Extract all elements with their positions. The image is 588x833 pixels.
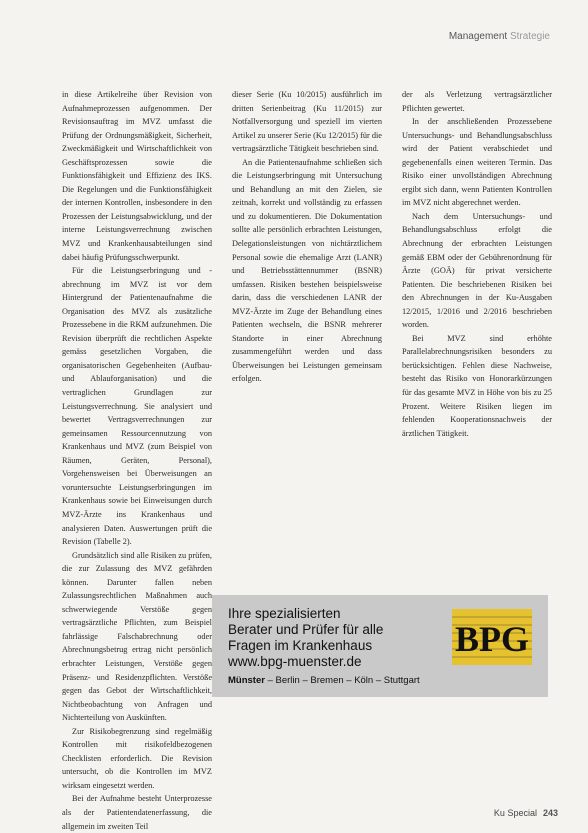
paragraph: Zur Risikobegrenzung sind regelmäßig Kontrollen mit risikofeldbezogenen Checklisten erforderlich. Die Revision untersucht, ob die Kontrollen im MVZ wirksam eingesetzt werden. [62,726,212,790]
text-column-2 [232,88,382,588]
advertisement-banner[interactable] [212,595,548,697]
ad-line-1: Ihre spezialisierten [228,606,341,621]
page-number: 243 [542,808,558,818]
section-label: Management [448,31,508,42]
ad-cities [228,675,420,686]
subsection-label: Strategie [509,31,550,42]
paragraph: in diese Artikelreihe über Revision von Aufnahmeprozessen aufgenommen. Der Revisionsauftrag im MVZ umfasst die Prüfung der Ordnungsmäßigkeit, Sicherheit, Zweckmäßigkeit und Wirtschaftlichkeit von Geschäftsprozessen sowie die Funktionsfähigkeit und Effizienz des IKS. Die Regelungen und die Funktionsfähigkeit der internen Kontrollen, insbesondere in den Prozessen der Leistungsabwicklung, und der interne Leistungsverrechnung zwischen MVZ und Krankenhausabteilungen sind dabei häufig Prüfungsschwerpunkt. [62,90,212,262]
ad-website[interactable]: www.bpg-muenster.de [228,654,362,669]
ad-line-3: Fragen im Krankenhaus [228,638,373,653]
ad-city-list: – Berlin – Bremen – Köln – Stuttgart [264,675,420,686]
magazine-name: Ku [493,808,505,818]
paragraph: In der anschließenden Prozessebene Untersuchungs- und Behandlungsabschluss wird der Patient verabschiedet und gegebenenfalls einen weiteren Termin. Das Risiko einer unvollständigen Abrechnung ergibt sich dann, wenn Patienten Kontrollen im MVZ nicht abgerechnet werden. [402,117,552,208]
paragraph: An die Patientenaufnahme schließen sich die Leistungserbringung mit Untersuchung und Behandlung an mit den Zielen, sie zeitnah, korrekt und vollständig zu erfassen und zu dokumentieren. Die Dokumentation sollte alle persönlich erbrachten Leistungen, Delegationsleistungen von nichtärztlichem Personal sowie die ehemalige Arzt (LANR) und Betriebsstättennummer (BSNR) umfassen. Risiken bestehen beispielsweise darin, dass die verschiedenen LANR der MVZ-Ärzte im Zuge der Behandlung eines Patienten wechseln, die BSNR mehrerer Standorte in einer Abrechnung zusammengeführt werden und dass Überweisungen bei Leistungen gemeinsam erfolgen. [232,157,382,384]
text-column-1 [62,88,212,831]
paragraph: Bei MVZ sind erhöhte Parallelabrechnungsrisiken besonders zu berücksichtigen. Fehlen diese Nachweise, besteht das Risiko von Honorarkürzungen für das gesamte MVZ in Höhe von bis zu 25 Prozent. Weitere Risiken liegen im fehlenden Kooperationsnachweis der ärztlichen Tätigkeit. [402,333,552,438]
paragraph: der als Verletzung vertragsärztlicher Pflichten gewertet. [402,90,552,113]
paragraph: Grundsätzlich sind alle Risiken zu prüfen, die zur Zulassung des MVZ gefährden können. Darunter fallen neben Zulassungsrechtlichen Maßnahmen auch schwerwiegende Verstöße gegen vertragsärztliche Pflichten, zum Beispiel fahrlässige Falschabrechnung oder Abrechnungsbetrug ertrag nicht persönlich erbrachter Leistungen, Verstöße gegen Präsenz- und Residenzpflichten. Verstöße gegen das Gebot der Wirtschaftlichkeit, Nichtbeobachtung von Anfragen und Nichterteilung von Auskünften. [62,550,212,723]
paragraph: Nach dem Untersuchungs- und Behandlungsabschluss erfolgt die Abrechnung der erbrachten Leistungen gemäß EBM oder der Gebührenordnung für Ärzte (GOÄ) für privat versicherte Patienten. Die beschriebenen Risiken bei den Abrechnungen in der Ku-Ausgaben 12/2015, 1/2016 und 2/2016 beschrieben worden. [402,211,552,330]
page-footer [494,808,558,818]
text-column-3 [402,88,552,588]
ad-line-2: Berater und Prüfer für alle [228,622,384,637]
section-header [449,31,550,42]
paragraph: dieser Serie (Ku 10/2015) ausführlich im dritten Serienbeitrag (Ku 11/2015) zur Notfallversorgung und speziell im vierten Artikel zu unserer Serie (Ku 12/2015) für die vertragsärztliche Tätigkeit beschrieben sind. [232,90,382,154]
paragraph: Für die Leistungserbringung und -abrechnung im MVZ ist vor dem Hintergrund der Patientenaufnahme die Organisation des MVZ als zusätzliche Prozessebene in die RKM aufzunehmen. Die Revision überprüft die rechtlichen Aspekte gemäss gesetzlichen Vorgaben, die organisatorischen Gegebenheiten (Aufbau- und Ablauforganisation) und die vertraglichen Grundlagen zur Leistungsverrechnung. Sie analysiert und bewertet Vertragsverrechnungen zur gemeinsamen Ressourcennutzung von Krankenhaus und MVZ (zum Beispiel von Räumen, Geräten, Personal), Vorgehensweisen bei Überweisungen an voruntersuchte Leistungserbringungen im Krankenhaus sowie bei Einweisungen durch MVZ-Ärzte ins Krankenhaus und analysieren Daten. Auswertungen prüft die Revision (Tabelle 2). [62,266,212,547]
svg-text:BPG: BPG [454,619,530,659]
paragraph: Bei der Aufnahme besteht Unterprozesse als der Patientendatenerfassung, die allgemein im zweiten Teil [62,794,212,831]
bpg-logo [452,609,532,665]
ad-city-main: Münster [228,675,265,686]
issue-label: Special [507,808,537,818]
